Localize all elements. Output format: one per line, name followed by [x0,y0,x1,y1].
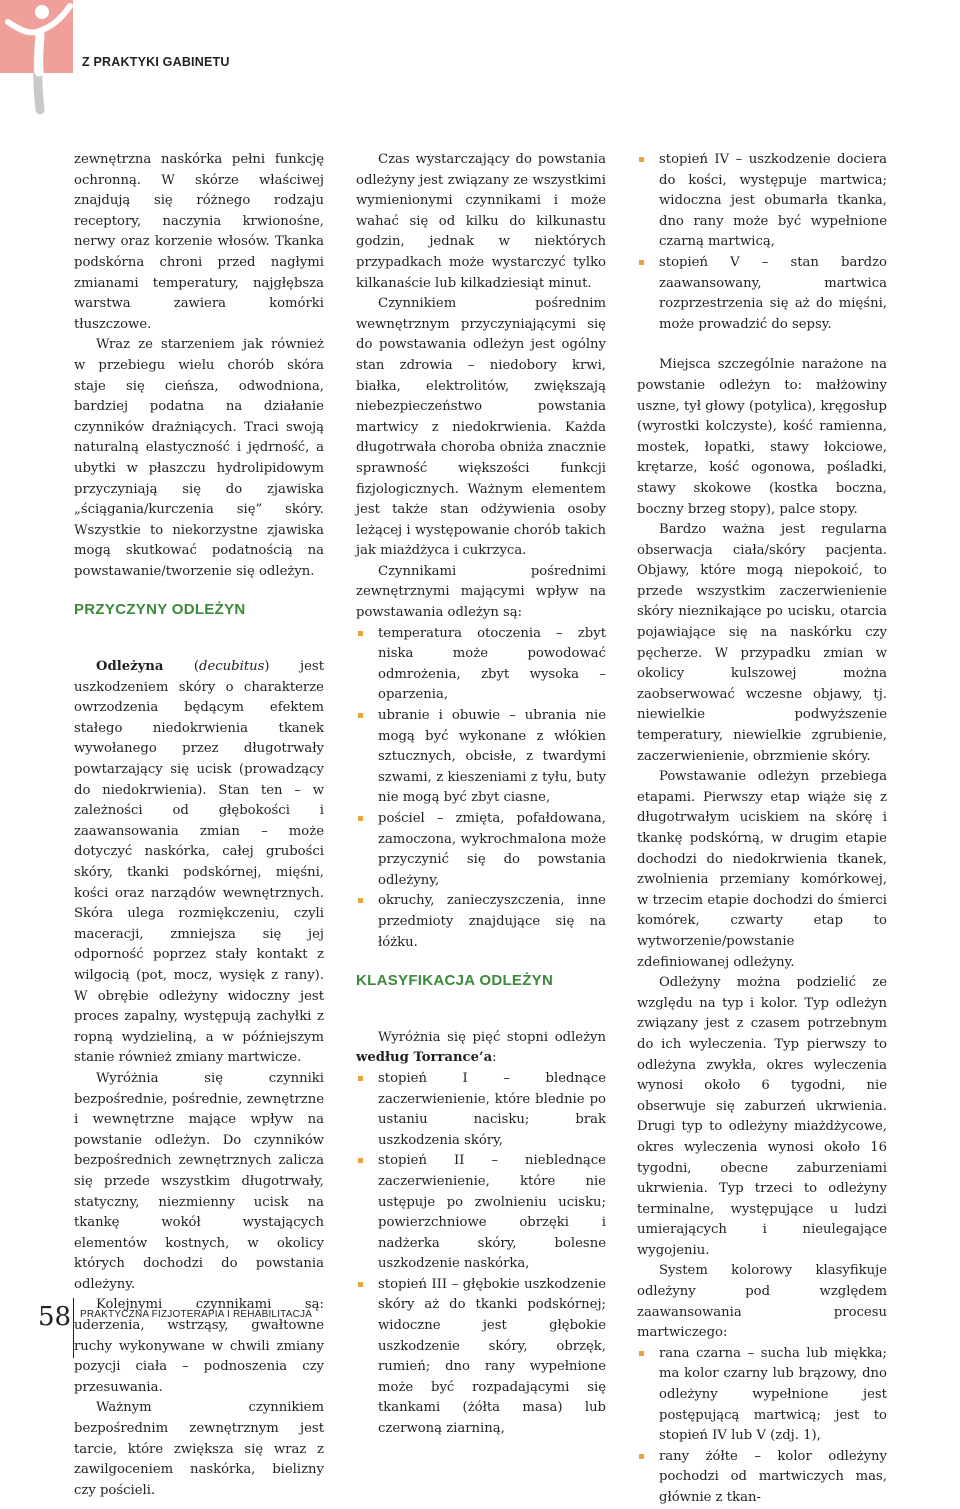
list-item: stopień III – głębokie uszkodzenie skóry aż do tkanki podskórnej; widoczne jest głębokie uszkodzenie skóry, obrzęk, rumień; dno rany wypełnione może być rozpadającymi się tkankami (żółta masa) lub czerwoną ziarniną, [356,1275,606,1440]
latin-term: decubitus [199,659,265,675]
footer-divider [73,1298,74,1358]
section-label: Z PRAKTYKI GABINETU [82,55,230,69]
list-item: stopień IV – uszkodzenie dociera do kości, występuje martwica; widoczna jest obumarła tkanka, dno rany może być wypełnione czarną martwicą, [637,150,887,253]
color-classification-list [637,1344,887,1509]
paragraph: zewnętrzna naskórka pełni funkcję ochronną. W skórze właściwej znajdują się różnego rodzaju receptory, naczynia krwionośne, nerwy oraz korzenie włosów. Tkanka podskórna chroni przed nagłymi zmianami temperatury, najgłębsza warstwa zawiera komórki tłuszczowe. [74,152,324,332]
list-item: okruchy, zanieczyszczenia, inne przedmioty znajdujące się na łóżku. [356,891,606,953]
text-column-3 [637,150,887,1509]
paragraph: Czynnikiem pośrednim wewnętrznym przyczyniającymi się do powstawania odleżyn jest ogólny stan zdrowia – niedobory krwi, białka, elektrolitów, zwiększają niebezpieczeństwo powstania martwicy z niedokrwienia. Każda długotrwała choroba obniża znacznie sprawność większości funkcji fizjologicznych. Ważnym elementem jest także stan odżywienia osoby leżącej i występowanie chorób takich jak miażdżyca i cukrzyca. [356,296,606,559]
paragraph: Powstawanie odleżyn przebiega etapami. Pierwszy etap wiąże się z długotrwałym uciskiem na skórę i tkankę podskórną, w drugim etapie dochodzi do niedokrwienia tkanek, zwolnienia przemiany komórkowej, w trzecim etapie dochodzi do śmierci komórek, czwarty etap to wytworzenie/powstanie zdefiniowanej odleżyny. [637,769,887,970]
term: Odleżyna [96,659,164,675]
paragraph: Wyróżnia się pięć stopni odleżyn według Torrance’a: [356,1029,606,1066]
list-item: rany żółte – kolor odleżyny pochodzi od martwiczych mas, głównie z tkan- [637,1447,887,1509]
paragraph: Odleżyny można podzielić ze względu na typ i kolor. Typ odleżyn związany jest z czasem potrzebnym do ich wyleczenia. Typ pierwszy to odleżyna zwykła, okres wyleczenia wynosi około 6 tygodni, nie obserwuje się zaburzeń ukrwienia. Drugi typ to odleżyny miażdżycowe, okres wyleczenia wynosi około 16 tygodni, obecne zaburzeniami ukrwienia. Typ trzeci to odleżyny terminalne, występujące u ludzi umierających i nieulegające wygojeniu. [637,975,887,1258]
paragraph: Kolejnymi czynnikami są: uderzenia, wstrząsy, gwałtowne ruchy wykonywane w chwili zmiany pozycji ciała – podnoszenia czy przesuwania. [74,1297,324,1395]
stages-list-continued [637,150,887,335]
text-column-1 [74,150,324,1501]
list-item: temperatura otoczenia – zbyt niska może powodować odmrożenia, zbyt wysoka – oparzenia, [356,624,606,706]
list-item: stopień II – nieblednące zaczerwienienie, które nie ustępuje po zwolnieniu ucisku; powierzchniowe obrzęki i nadżerka skóry, bolesne uszkodzenie naskórka, [356,1151,606,1275]
paragraph: Miejsca szczególnie narażone na powstanie odleżyn to: małżowiny uszne, tył głowy (potylica), kręgosłup (wyrostki kolczyste), kość ramienna, mostek, łopatki, stawy łokciowe, krętarze, kość ogonowa, pośladki, stawy skokowe (kostka boczna, boczny brzeg stopy), palce stopy. [637,357,887,517]
section-heading-causes: PRZYCZYNY ODLEŻYN [74,601,246,619]
external-factors-list [356,624,606,954]
paragraph: Wraz ze starzeniem jak również w przebiegu wielu chorób skóra staje się cieńsza, odwodniona, bardziej podatna na działanie czynników drażniących. Traci swoją naturalną elastyczność i jędrność, a ubytki w płaszczu hydrolipidowym przyczyniają się do zjawiska „ściągania/kurczenia się” skóry. Wszystkie to niekorzystne zjawiska mogą skutkować podatnością na powstawanie/tworzenie się odleżyn. [74,337,324,579]
text-column-2 [356,150,606,1440]
paragraph: Ważnym czynnikiem bezpośrednim zewnętrznym jest tarcie, które zwiększa się wraz z zawilgoceniem naskórka, bielizny czy pościeli. [74,1400,324,1498]
section-heading-classification: KLASYFIKACJA ODLEŻYN [356,972,554,990]
paragraph: Bardzo ważna jest regularna obserwacja ciała/skóry pacjenta. Objawy, które mogą niepokoić, to przede wszystkim zaczerwienienie skóry nieznikające po ucisku, otarcia pojawiające się na naskórku czy pęcherze. W przypadku zmian w okolicy kulszowej można zaobserwować wczesne objawy, tj. niewielkie podwyższenie temperatury, niewielkie zgrubienie, zaczerwienienie, obrzmienie skóry. [637,522,887,764]
list-item: stopień I – blednące zaczerwienienie, które blednie po ustaniu nacisku; brak uszkodzenia skóry, [356,1069,606,1151]
stages-list [356,1069,606,1440]
paragraph: Czynnikami pośrednimi zewnętrznymi mającymi wpływ na powstawania odleżyn są: [356,563,606,621]
physio-figure-icon [0,0,73,130]
list-item: ubranie i obuwie – ubrania nie mogą być wykonane z włókien sztucznych, obcisłe, z twardymi szwami, z kieszeniami z tyłu, buty nie mogą być zbyt ciasne, [356,706,606,809]
list-item: pościel – zmięta, pofałdowana, zamoczona, wykrochmalona może przyczynić się do powstania odleżyny, [356,809,606,891]
journal-title: PRAKTYCZNA FIZJOTERAPIA I REHABILITACJA [80,1309,313,1320]
paragraph: Odleżyna (decubitus) jest uszkodzeniem skóry o charakterze owrzodzenia będącym efektem stałego niedokrwienia tkanek wywołanego przez długotrwały powtarzający się ucisk (prowadzący do niedokrwienia). Stan ten – w zależności od głębokości i zaawansowania zmian – może dotyczyć naskórka, całej grubości skóry, tkanki podskórnej, mięśni, kości oraz narządów wewnętrznych. Skóra ulega rozmiękczeniu, czyli maceracji, zmniejsza się jej odporność poprzez stały kontakt z wilgocią (pot, mocz, wysięk z rany). W obrębie odleżyny widoczny jest proces zapalny, występują zachyłki z ropną wydzieliną, a w późniejszym stanie również zmiany martwicze. [74,659,324,1066]
paragraph: Wyróżnia się czynniki bezpośrednie, pośrednie, zewnętrzne i wewnętrzne mające wpływ na powstanie odleżyn. Do czynników bezpośrednich zewnętrznych zalicza się przede wszystkim długotrwały, statyczny, niezmienny ucisk na tkankę wokół wystających elementów kostnych, w okolicy których dochodzi do powstania odleżyny. [74,1070,324,1292]
page-number: 58 [38,1302,72,1332]
paragraph: System kolorowy klasyfikuje odleżyny pod względem zaawansowania procesu martwiczego: [637,1263,887,1341]
paragraph: Czas wystarczający do powstania odleżyny jest związany ze wszystkimi wymienionymi czynnikami i może wahać się od kilku do kilkunastu godzin, jednak w niektórych przypadkach może wystarczyć tylko kilkanaście lub kilkadziesiąt minut. [356,152,606,291]
section-corner-badge [0,0,73,73]
list-item: stopień V – stan bardzo zaawansowany, martwica rozprzestrzenia się aż do mięśni, może prowadzić do sepsy. [637,253,887,335]
list-item: rana czarna – sucha lub miękka; ma kolor czarny lub brązowy, dno odleżyny wypełnione jest postępującą martwicą; jest to stopień IV lub V (zdj. 1), [637,1344,887,1447]
